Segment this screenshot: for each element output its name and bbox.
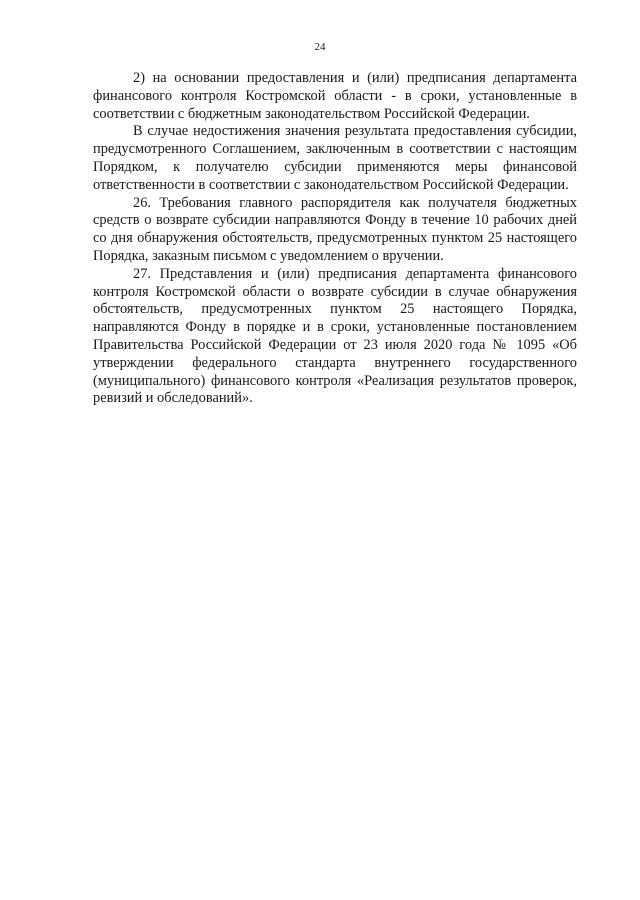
paragraph-financial-responsibility: В случае недостижения значения результата предоставления субсидии, предусмотренного Соглашением, заключенным в соответствии с настоящим Порядком, к получателю субсидии применяются меры финансовой ответственности в соответствии с законодательством Российской Федерации.: [93, 123, 577, 193]
paragraph-item-27: 27. Представления и (или) предписания департамента финансового контроля Костромской области о возврате субсидии в случае обнаружения обстоятельств, предусмотренных пунктом 25 настоящего Порядка, направляются Фонду в порядке и в сроки, установленные постановлением Правительства Российской Федерации от 23 июля 2020 года № 1095 «Об утверждении федерального стандарта внутреннего государственного (муниципального) финансового контроля «Реализация результатов проверок, ревизий и обследований».: [93, 265, 577, 407]
document-body: [93, 70, 577, 408]
paragraph-item-26: 26. Требования главного распорядителя как получателя бюджетных средств о возврате субсидии направляются Фонду в течение 10 рабочих дней со дня обнаружения обстоятельств, предусмотренных пунктом 25 настоящего Порядка, заказным письмом с уведомлением о вручении.: [93, 194, 577, 264]
page-number: 24: [314, 41, 326, 53]
paragraph-clause-2: 2) на основании предоставления и (или) предписания департамента финансового контроля Костромской области - в сроки, установленные в соответствии с бюджетным законодательством Российской Федерации.: [93, 70, 577, 122]
